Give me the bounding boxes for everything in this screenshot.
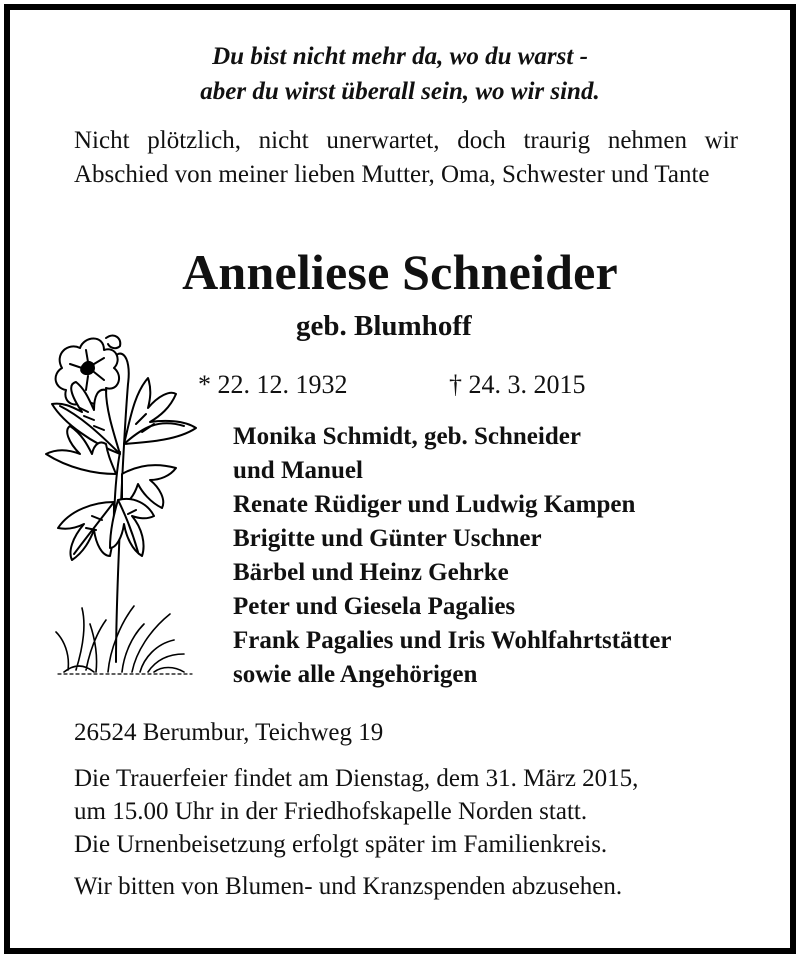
mourner-line: Renate Rüdiger und Ludwig Kampen (233, 491, 636, 518)
address: 26524 Berumbur, Teichweg 19 (74, 719, 384, 746)
service-details (74, 762, 638, 861)
service-line: um 15.00 Uhr in der Friedhofskapelle Norden statt. (74, 798, 588, 825)
mourner-line: sowie alle Angehörigen (233, 661, 478, 688)
motto-line-2: aber du wirst überall sein, wo wir sind. (200, 78, 600, 105)
mourner-line: und Manuel (233, 457, 363, 484)
death-date: † 24. 3. 2015 (449, 370, 586, 399)
service-line: Die Trauerfeier findet am Dienstag, dem 31. März 2015, (74, 765, 639, 792)
birth-date: * 22. 12. 1932 (198, 370, 348, 399)
intro-text: Nicht plötzlich, nicht unerwartet, doch traurig nehmen wir Abschied von meiner lieben Mutter, Oma, Schwester und Tante (74, 127, 738, 188)
maiden-name: geb. Blumhoff (296, 310, 472, 342)
mourners-list (233, 420, 671, 692)
deceased-name: Anneliese Schneider (182, 244, 618, 300)
obituary-card (4, 4, 796, 954)
motto-line-1: Du bist nicht mehr da, wo du warst - (212, 43, 588, 70)
mourner-line: Monika Schmidt, geb. Schneider (233, 423, 581, 450)
mourner-line: Bärbel und Heinz Gehrke (233, 559, 509, 586)
donation-request: Wir bitten von Blumen- und Kranzspenden abzusehen. (74, 873, 623, 900)
mourner-line: Brigitte und Günter Uschner (233, 525, 542, 552)
service-line: Die Urnenbeisetzung erfolgt später im Familienkreis. (74, 831, 608, 858)
mourner-line: Frank Pagalies und Iris Wohlfahrtstätter (233, 627, 672, 654)
mourner-line: Peter und Giesela Pagalies (233, 593, 516, 620)
anemone-flower-icon (24, 324, 204, 684)
